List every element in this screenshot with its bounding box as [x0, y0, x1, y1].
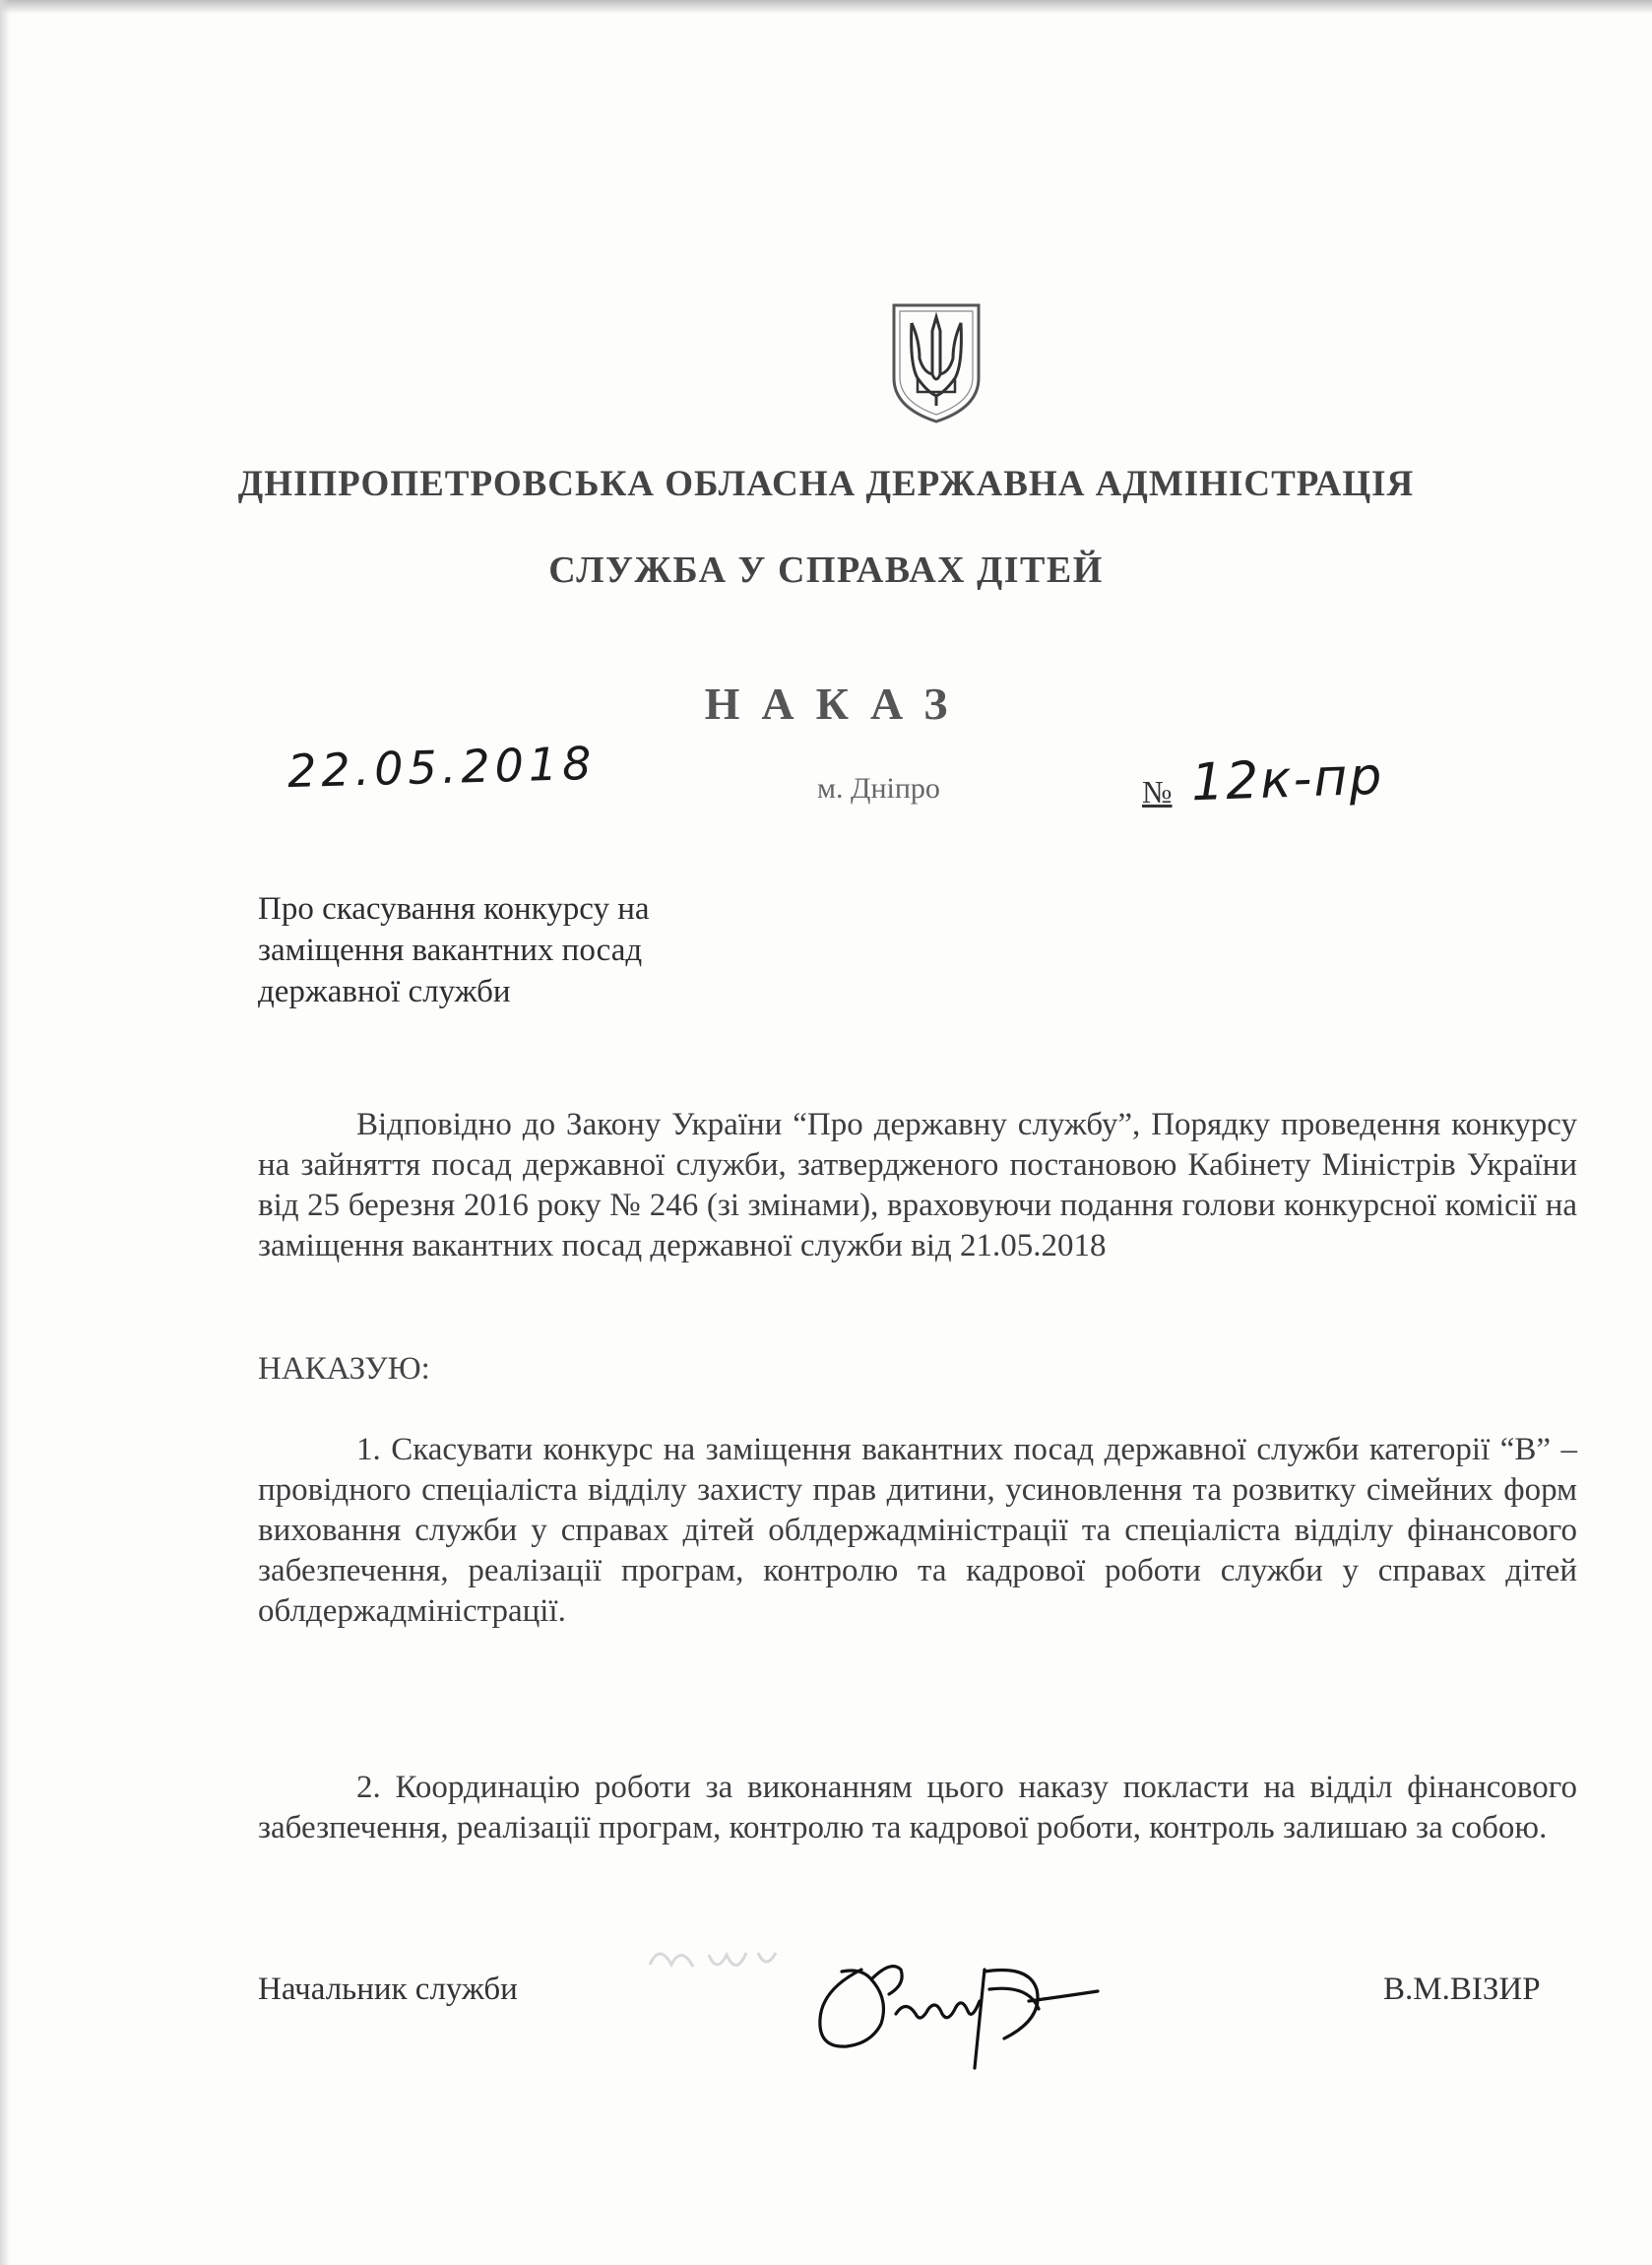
scan-edge-top: [0, 0, 1652, 14]
preamble-paragraph: Відповідно до Закону України “Про державну службу”, Порядку проведення конкурсу на зайняття посад державної служби, затвердженого постановою Кабінету Міністрів України від 25 березня 2016 року № 246 (зі змінами), враховуючи подання голови конкурсної комісії на заміщення вакантних посад державної служби від 21.05.2018: [258, 1107, 1577, 1263]
order-item-2: 2. Координацію роботи за виконанням цього наказу покласти на відділ фінансового забезпечення, реалізації програм, контролю та кадрової роботи, контроль залишаю за собою.: [258, 1770, 1577, 1845]
scan-edge-left: [0, 0, 10, 2265]
order-city: м. Дніпро: [817, 772, 940, 805]
signatory-position: Начальник служби: [258, 1972, 518, 2007]
faint-stamp-mark: [630, 1925, 807, 1994]
order-subject: [258, 888, 809, 1012]
order-number-sign: №: [1142, 774, 1173, 809]
subject-line: заміщення вакантних посад: [258, 933, 643, 968]
order-date: 22.05.2018: [286, 736, 598, 799]
subject-line: Про скасування конкурсу на: [258, 891, 650, 927]
handwritten-signature: [802, 1930, 1103, 2078]
organization-name: ДНІПРОПЕТРОВСЬКА ОБЛАСНА ДЕРЖАВНА АДМІНІСТРАЦІЯ: [237, 464, 1415, 504]
subject-line: державної служби: [258, 974, 511, 1009]
department-name: СЛУЖБА У СПРАВАХ ДІТЕЙ: [548, 550, 1104, 591]
signatory-name: В.М.ВІЗИР: [1383, 1972, 1541, 2007]
order-number: 12к-пр: [1190, 746, 1385, 813]
trident-emblem-icon: [888, 301, 985, 425]
order-word: НАКАЗУЮ:: [258, 1351, 430, 1387]
order-item-1: 1. Скасувати конкурс на заміщення вакантних посад державної служби категорії “В” – провідного спеціаліста відділу захисту прав дитини, усиновлення та розвитку сімейних форм виховання служби у справах дітей облдержадміністрації та спеціаліста відділу фінансового забезпечення, реалізації програм, контролю та кадрової роботи служби у справах дітей облдержадміністрації.: [258, 1432, 1577, 1629]
document-type-title: НАКАЗ: [704, 679, 970, 729]
